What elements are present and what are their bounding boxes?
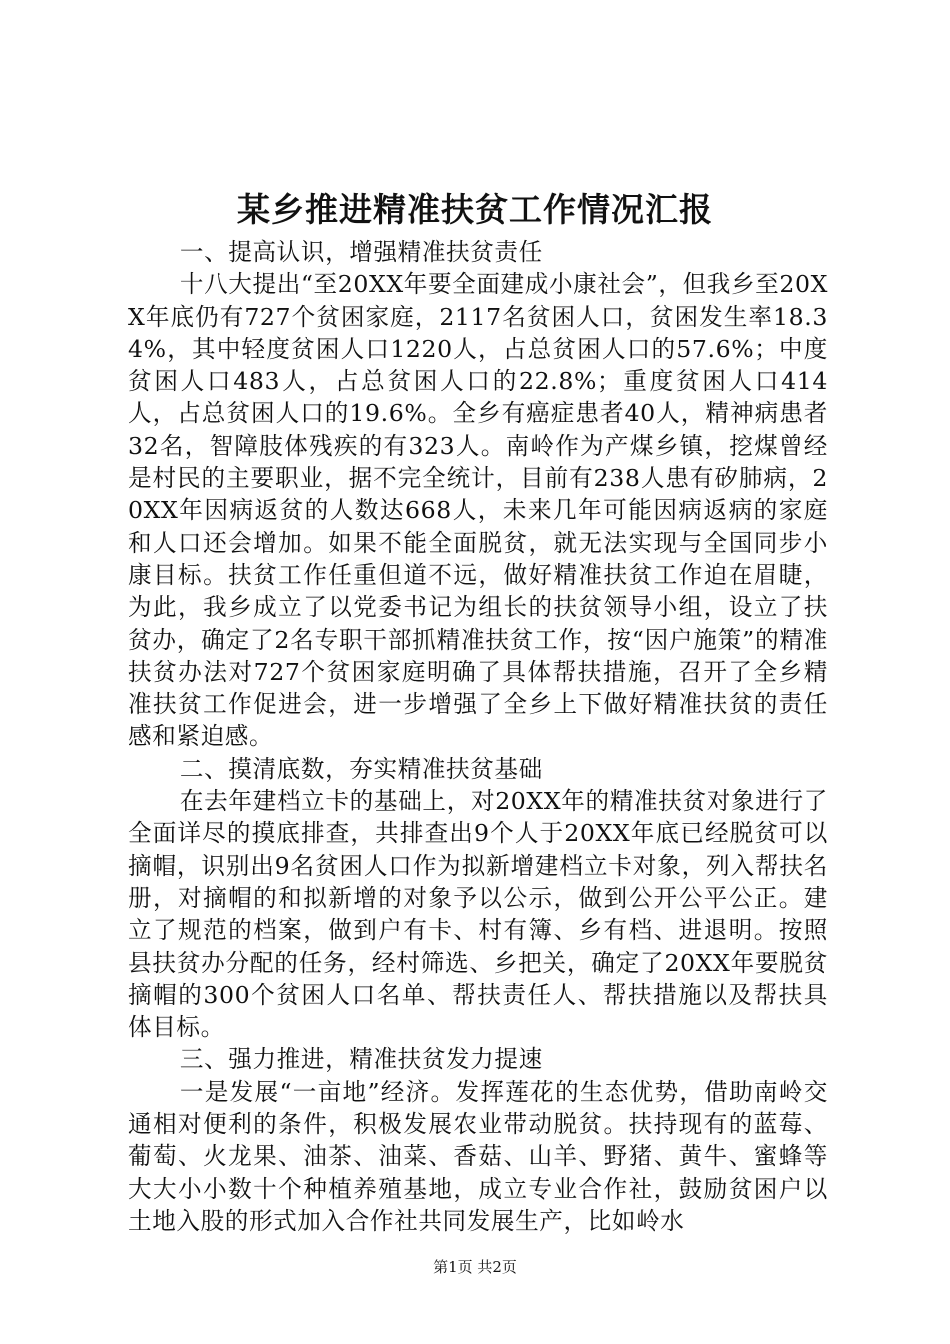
document-title: 某乡推进精准扶贫工作情况汇报 — [237, 190, 713, 229]
body-paragraph-2: 在去年建档立卡的基础上，对20XX年的精准扶贫对象进行了全面详尽的摸底排查，共排查出9个人于20XX年底已经脱贫可以摘帽，识别出9名贫困人口作为拟新增建档立卡对象，列入帮扶名册，对摘帽的和拟新增的对象予以公示，做到公开公平公正。建立了规范的档案，做到户有卡、村有簿、乡有档、进退明。按照县扶贫办分配的任务，经村筛选、乡把关，确定了20XX年要脱贫摘帽的300个贫困人口名单、帮扶责任人、帮扶措施以及帮扶具体目标。 — [128, 787, 828, 1042]
section-heading-2: 二、摸清底数，夯实精准扶贫基础 — [179, 754, 543, 783]
section-heading-3: 三、强力推进，精准扶贫发力提速 — [179, 1045, 543, 1074]
section-heading-1: 一、提高认识，增强精准扶贫责任 — [179, 238, 543, 266]
document-body — [128, 236, 828, 1237]
body-paragraph-1: 十八大提出“至20XX年要全面建成小康社会”，但我乡至20XX年底仍有727个贫困家庭，2117名贫困人口，贫困发生率18.34%，其中轻度贫困人口1220人，占总贫困人口的57.6%；中度贫困人口483人，占总贫困人口的22.8%；重度贫困人口414人，占总贫困人口的19.6%。全乡有癌症患者40人，精神病患者32名，智障肢体残疾的有323人。南岭作为产煤乡镇，挖煤曾经是村民的主要职业，据不完全统计，目前有238人患有矽肺病，20XX年因病返贫的人数达668人，未来几年可能因病返病的家庭和人口还会增加。如果不能全面脱贫，就无法实现与全国同步小康目标。扶贫工作任重但道不远，做好精准扶贫工作迫在眉睫，为此，我乡成立了以党委书记为组长的扶贫领导小组，设立了扶贫办，确定了2名专职干部抓精准扶贫工作，按“因户施策”的精准扶贫办法对727个贫困家庭明确了具体帮扶措施，召开了全乡精准扶贫工作促进会，进一步增强了全乡上下做好精准扶贫的责任感和紧迫感。 — [128, 270, 828, 751]
page-number-footer: 第1页 共2页 — [433, 1258, 517, 1276]
body-paragraph-3: 一是发展“一亩地”经济。发挥莲花的生态优势，借助南岭交通相对便利的条件，积极发展农业带动脱贫。扶持现有的蓝莓、葡萄、火龙果、油茶、油菜、香菇、山羊、野猪、黄牛、蜜蜂等大大小小数十个种植养殖基地，成立专业合作社，鼓励贫困户以土地入股的形式加入合作社共同发展生产，比如岭水 — [128, 1077, 828, 1235]
